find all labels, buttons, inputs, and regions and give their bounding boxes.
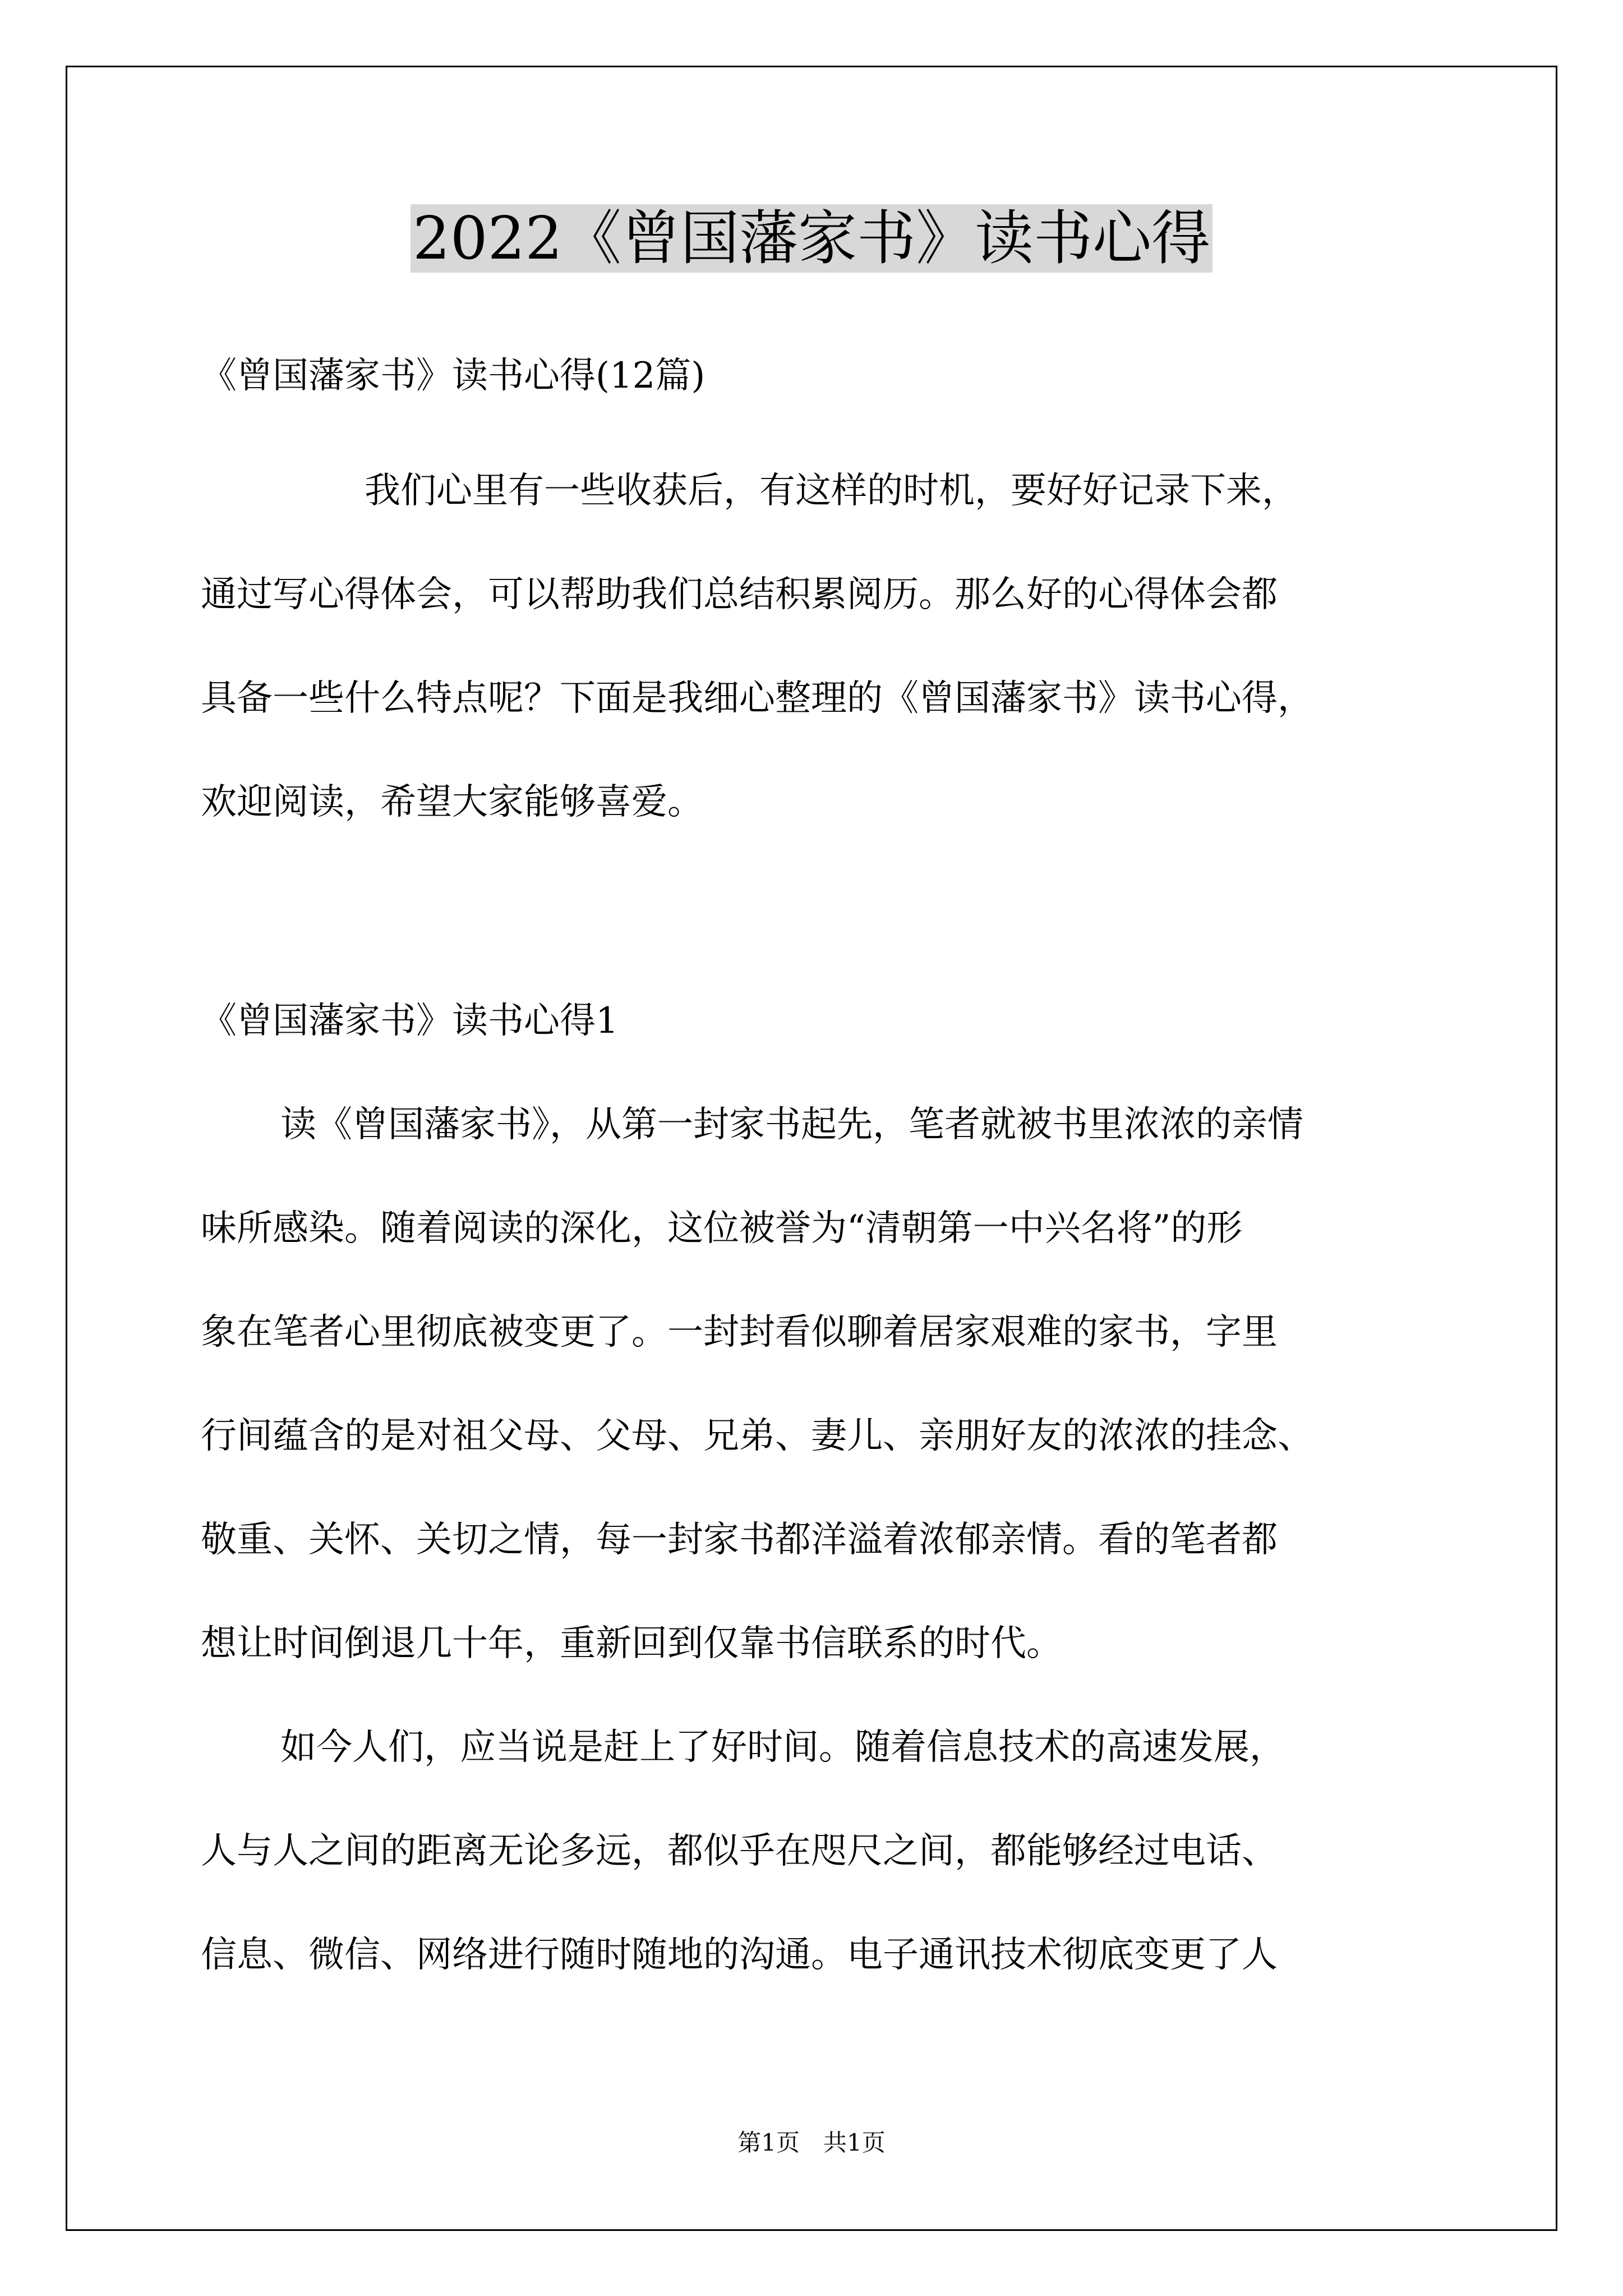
- paragraph-line: 想让时间倒退几十年，重新回到仅靠书信联系的时代。: [201, 1623, 1062, 1664]
- paragraph-line: 信息、微信、网络进行随时随地的沟通。电子通讯技术彻底变更了人: [201, 1934, 1278, 1976]
- paragraph-line: 敬重、关怀、关切之情，每一封家书都洋溢着浓郁亲情。看的笔者都: [201, 1519, 1278, 1561]
- paragraph-line: 人与人之间的距离无论多远，都似乎在咫尺之间，都能够经过电话、: [201, 1830, 1278, 1872]
- paragraph-line: 如今人们，应当说是赶上了好时间。随着信息技术的高速发展，: [280, 1727, 1285, 1768]
- section-heading: 《曾国藩家书》读书心得1: [201, 1000, 619, 1042]
- subtitle: 《曾国藩家书》读书心得(12篇): [201, 355, 706, 397]
- paragraph-line: 象在笔者心里彻底被变更了。一封封看似聊着居家艰难的家书，字里: [201, 1312, 1278, 1353]
- intro-line: 欢迎阅读，希望大家能够喜爱。: [201, 781, 703, 823]
- page-footer: 第1页 共1页: [737, 2129, 886, 2156]
- intro-line: 我们心里有一些收获后，有这样的时机，要好好记录下来，: [365, 470, 1298, 512]
- intro-line: 通过写心得体会，可以帮助我们总结积累阅历。那么好的心得体会都: [201, 574, 1278, 615]
- intro-line: 具备一些什么特点呢？下面是我细心整理的《曾国藩家书》读书心得，: [201, 678, 1313, 719]
- paragraph-line: 读《曾国藩家书》，从第一封家书起先，笔者就被书里浓浓的亲情: [280, 1104, 1303, 1145]
- paragraph-line: 行间蕴含的是对祖父母、父母、兄弟、妻儿、亲朋好友的浓浓的挂念、: [201, 1415, 1313, 1457]
- paragraph-line: 味所感染。随着阅读的深化，这位被誉为“清朝第一中兴名将”的形: [201, 1208, 1243, 1249]
- document-title: 2022《曾国藩家书》读书心得: [0, 196, 1623, 280]
